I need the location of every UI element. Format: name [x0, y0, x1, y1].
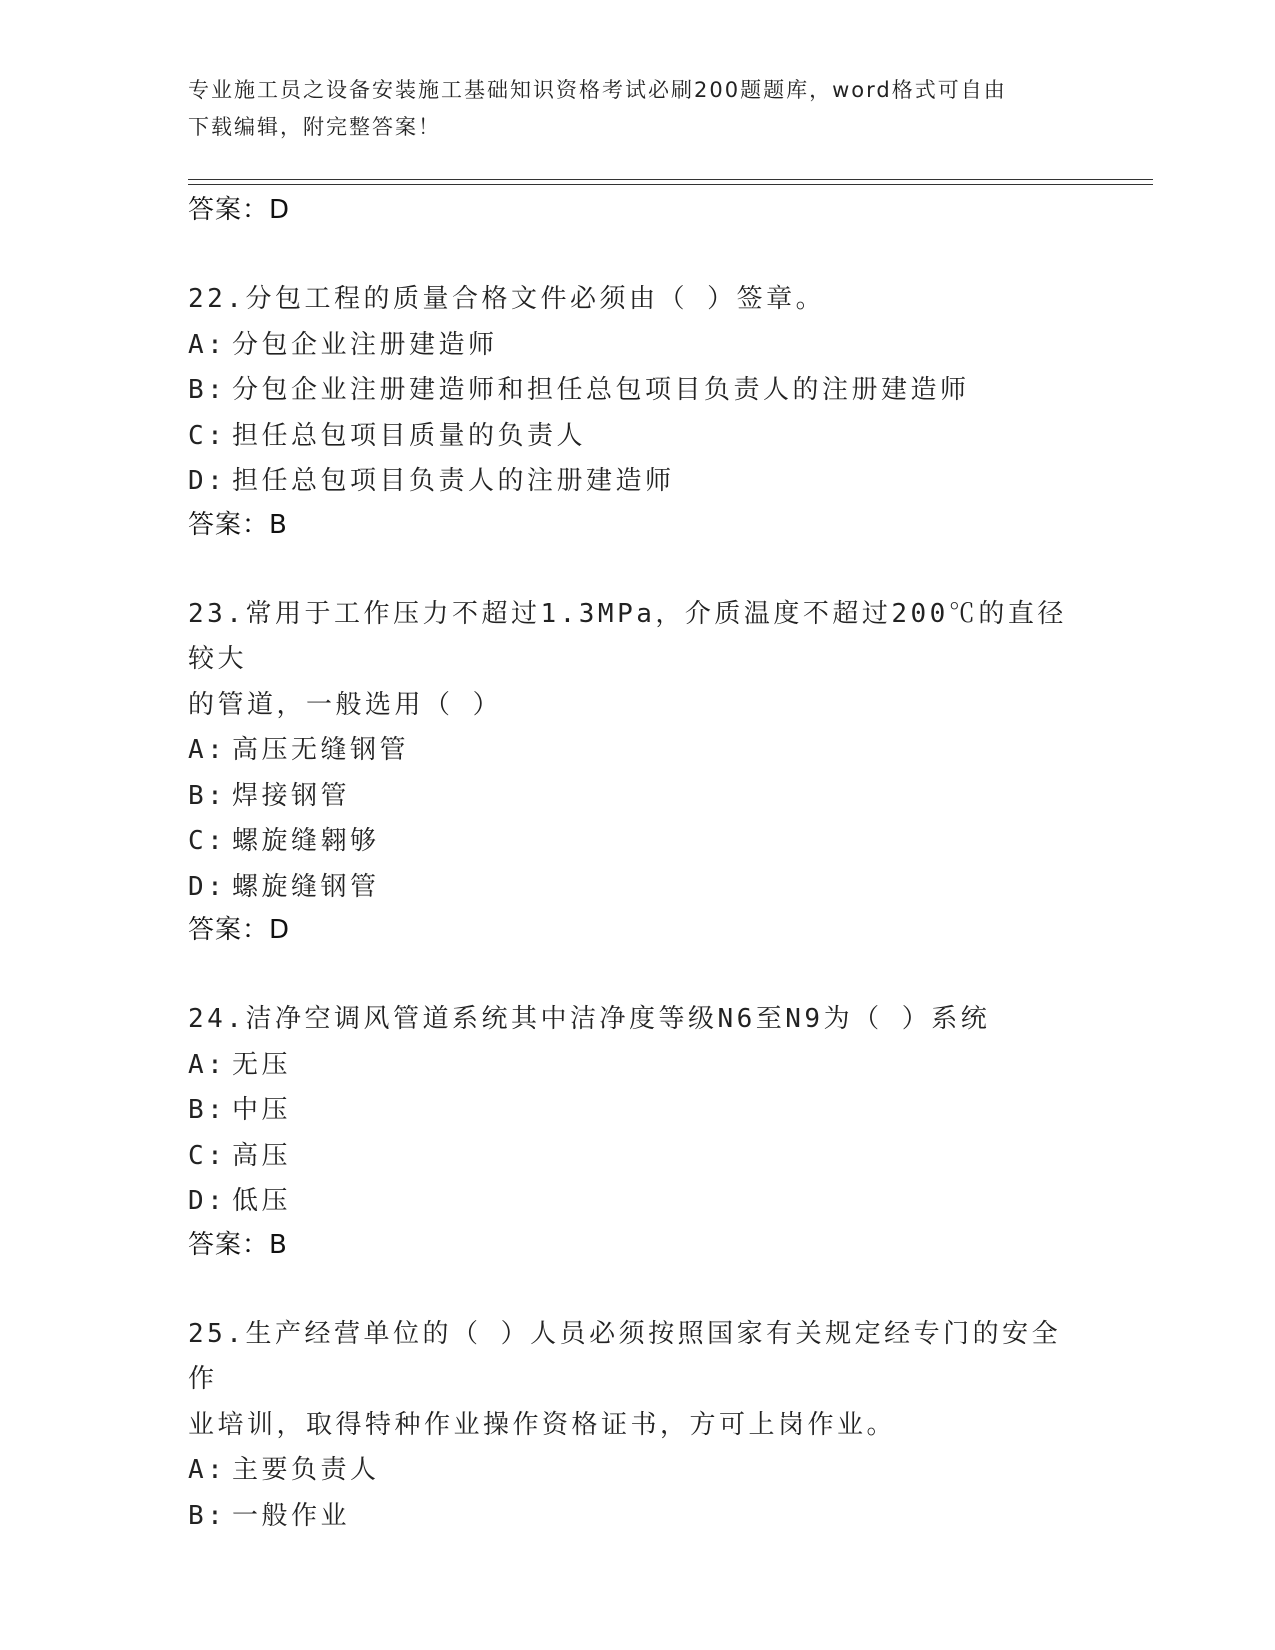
option-a	[188, 728, 1088, 774]
option-key: B:	[188, 1095, 227, 1125]
option-key: B:	[188, 1500, 227, 1531]
question-text-line-1: 25.生产经营单位的（ ）人员必须按照国家有关规定经专门的安全作	[188, 1318, 1062, 1394]
option-key: C:	[188, 1140, 227, 1171]
document-body	[188, 190, 1088, 1539]
option-d	[188, 1179, 1088, 1225]
question-block	[188, 1312, 1088, 1540]
option-b	[188, 1494, 1088, 1540]
option-text: 无压	[232, 1049, 292, 1080]
option-key: A:	[188, 329, 227, 360]
option-text: 螺旋缝翱够	[232, 826, 380, 856]
option-d	[188, 865, 1088, 911]
option-c	[188, 1134, 1088, 1180]
option-d	[188, 459, 1088, 505]
option-a	[188, 1043, 1088, 1089]
option-text: 高压无缝钢管	[232, 735, 410, 765]
option-text: 高压	[232, 1140, 292, 1171]
header-line-2: 下载编辑，附完整答案！	[188, 115, 441, 139]
question-block	[188, 997, 1088, 1265]
answer-line: 答案：B	[188, 1229, 288, 1260]
option-c	[188, 819, 1088, 865]
option-key: D:	[188, 1186, 227, 1216]
option-a	[188, 1448, 1088, 1494]
option-text: 主要负责人	[232, 1455, 380, 1485]
option-key: A:	[188, 1049, 227, 1080]
answer-line: 答案：D	[188, 195, 291, 225]
document-header	[188, 72, 1068, 146]
answer-line: 答案：D	[188, 915, 291, 945]
question-text	[188, 1312, 1088, 1449]
question-text: 24.洁净空调风管道系统其中洁净度等级N6至N9为（ ）系统	[188, 1004, 991, 1034]
option-text: 担任总包项目负责人的注册建造师	[232, 466, 675, 496]
option-key: D:	[188, 466, 227, 496]
header-line-1: 专业施工员之设备安装施工基础知识资格考试必刷200题题库，word格式可自由	[188, 78, 1007, 102]
option-key: D:	[188, 871, 227, 902]
option-b	[188, 774, 1088, 820]
answer-line: 答案：B	[188, 509, 288, 540]
question-text: 22.分包工程的质量合格文件必须由（ ）签章。	[188, 284, 826, 314]
option-text: 中压	[232, 1095, 292, 1125]
question-text	[188, 592, 1088, 729]
option-text: 一般作业	[232, 1500, 351, 1531]
option-text: 分包企业注册建造师和担任总包项目负责人的注册建造师	[232, 375, 970, 405]
option-key: B:	[188, 375, 227, 405]
question-text-line-1: 23.常用于工作压力不超过1.3MPa，介质温度不超过200℃的直径较大	[188, 598, 1067, 674]
question-text-line-2: 业培训，取得特种作业操作资格证书，方可上岗作业。	[188, 1409, 897, 1440]
option-text: 分包企业注册建造师	[232, 329, 498, 360]
option-b	[188, 1088, 1088, 1134]
option-key: B:	[188, 780, 227, 811]
option-b	[188, 368, 1088, 414]
option-key: C:	[188, 420, 227, 451]
header-divider-bottom	[188, 184, 1153, 185]
question-text-line-2: 的管道，一般选用（ ）	[188, 689, 503, 720]
option-key: A:	[188, 735, 227, 765]
option-a	[188, 323, 1088, 369]
option-key: A:	[188, 1455, 227, 1485]
question-block	[188, 277, 1088, 545]
option-text: 焊接钢管	[232, 780, 351, 811]
option-c	[188, 414, 1088, 460]
option-text: 螺旋缝钢管	[232, 871, 380, 902]
option-key: C:	[188, 826, 227, 856]
header-divider-top	[188, 179, 1153, 180]
question-block	[188, 592, 1088, 951]
option-text: 担任总包项目质量的负责人	[232, 420, 587, 451]
option-text: 低压	[232, 1186, 292, 1216]
